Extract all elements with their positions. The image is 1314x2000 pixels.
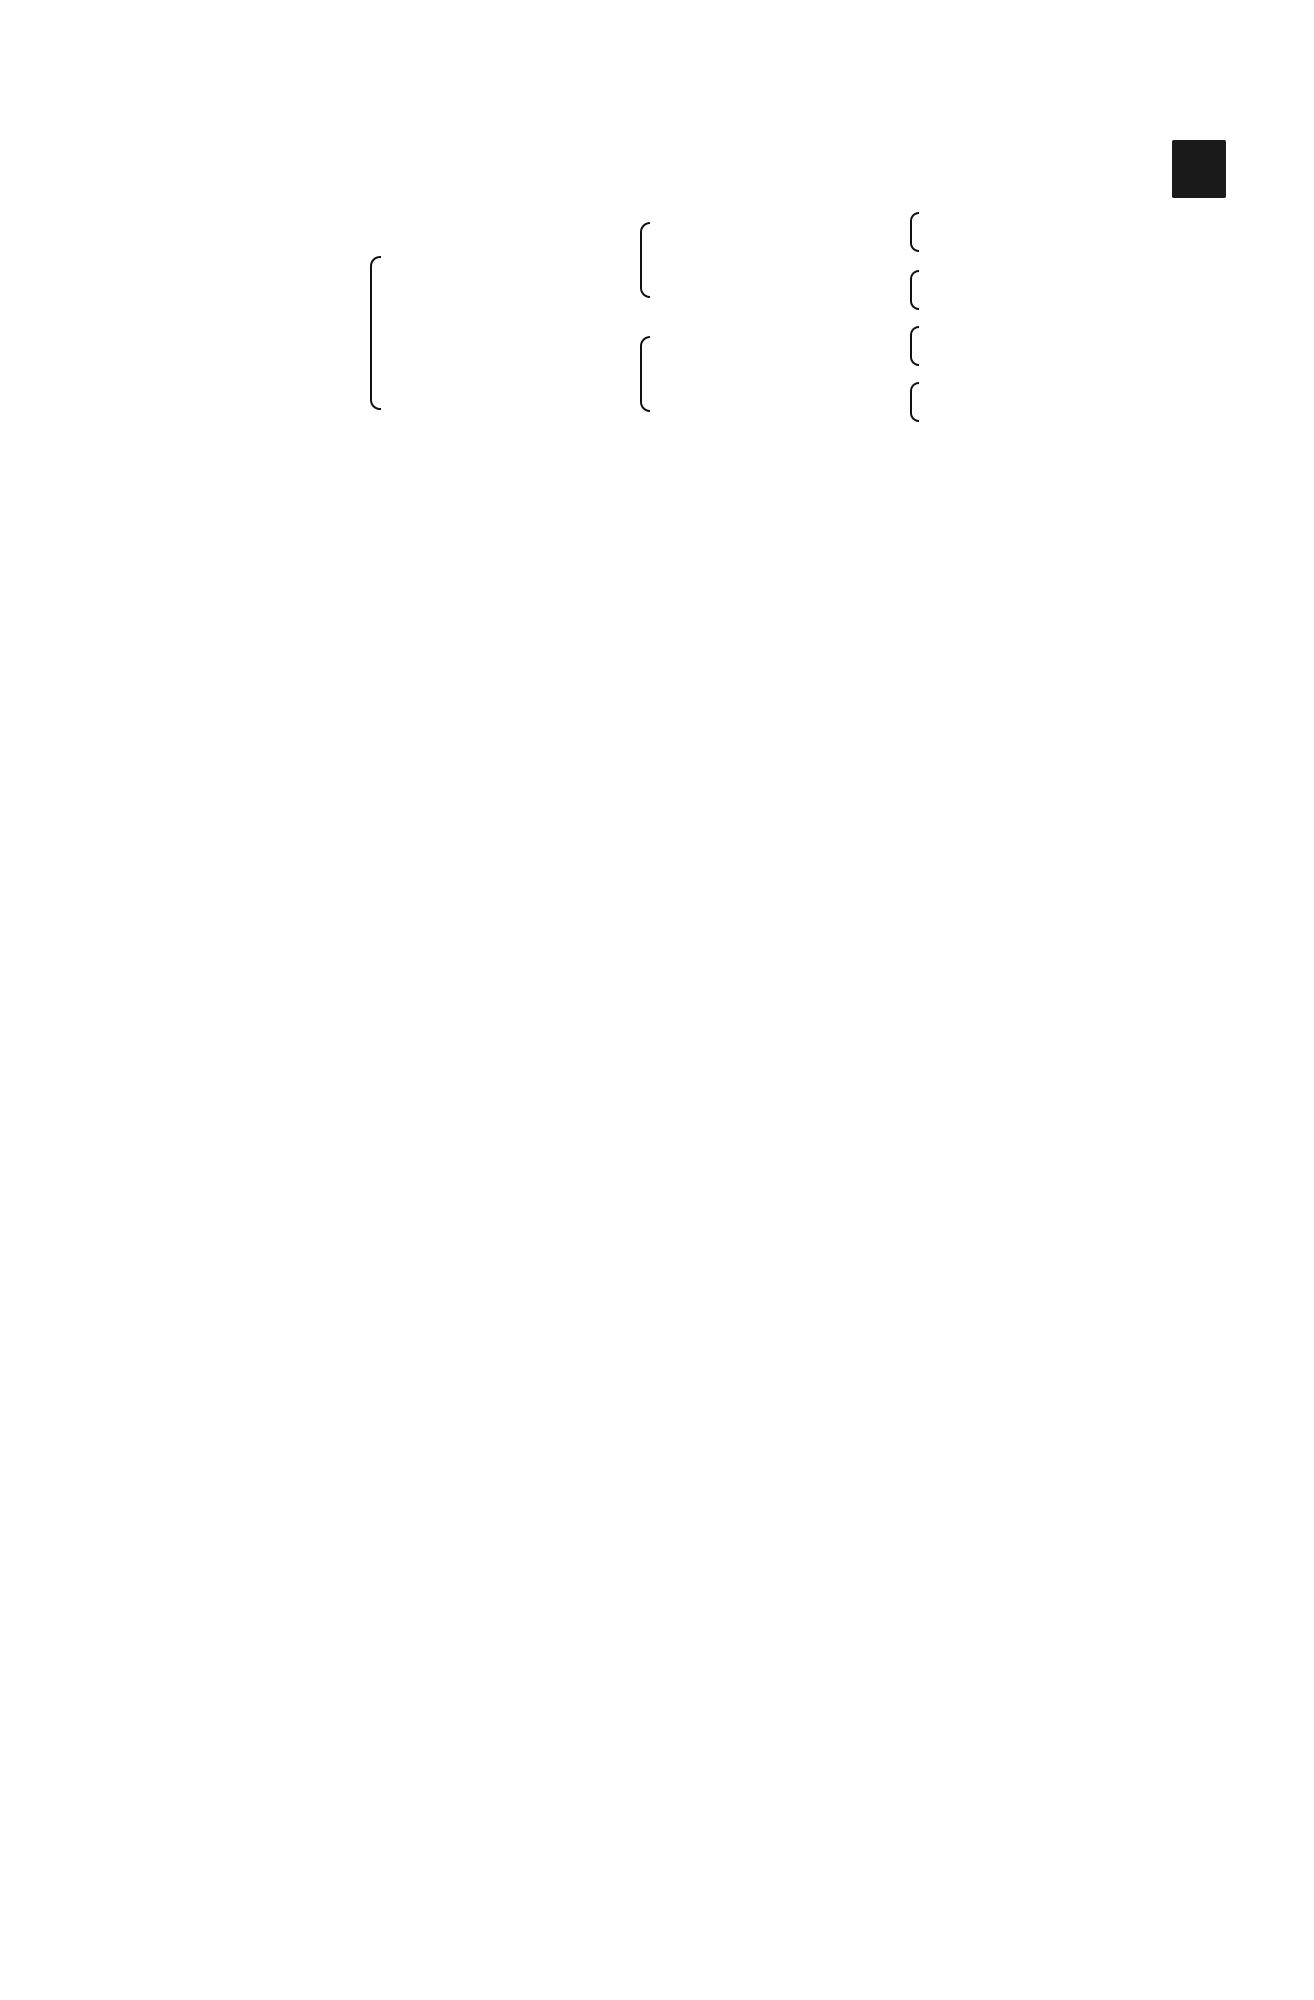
pedigree-brace-gen3-3	[910, 326, 919, 366]
pedigree-brace-dam-parents	[640, 336, 650, 412]
catalogue-badge	[1172, 140, 1226, 198]
pedigree-brace-sire-parents	[640, 222, 650, 298]
produce-record	[100, 442, 1206, 517]
pedigree-brace-gen1	[370, 256, 381, 410]
pedigree-brace-gen3-1	[910, 212, 919, 252]
pedigree-brace-gen3-2	[910, 270, 919, 310]
pedigree-brace-gen3-4	[910, 382, 919, 422]
